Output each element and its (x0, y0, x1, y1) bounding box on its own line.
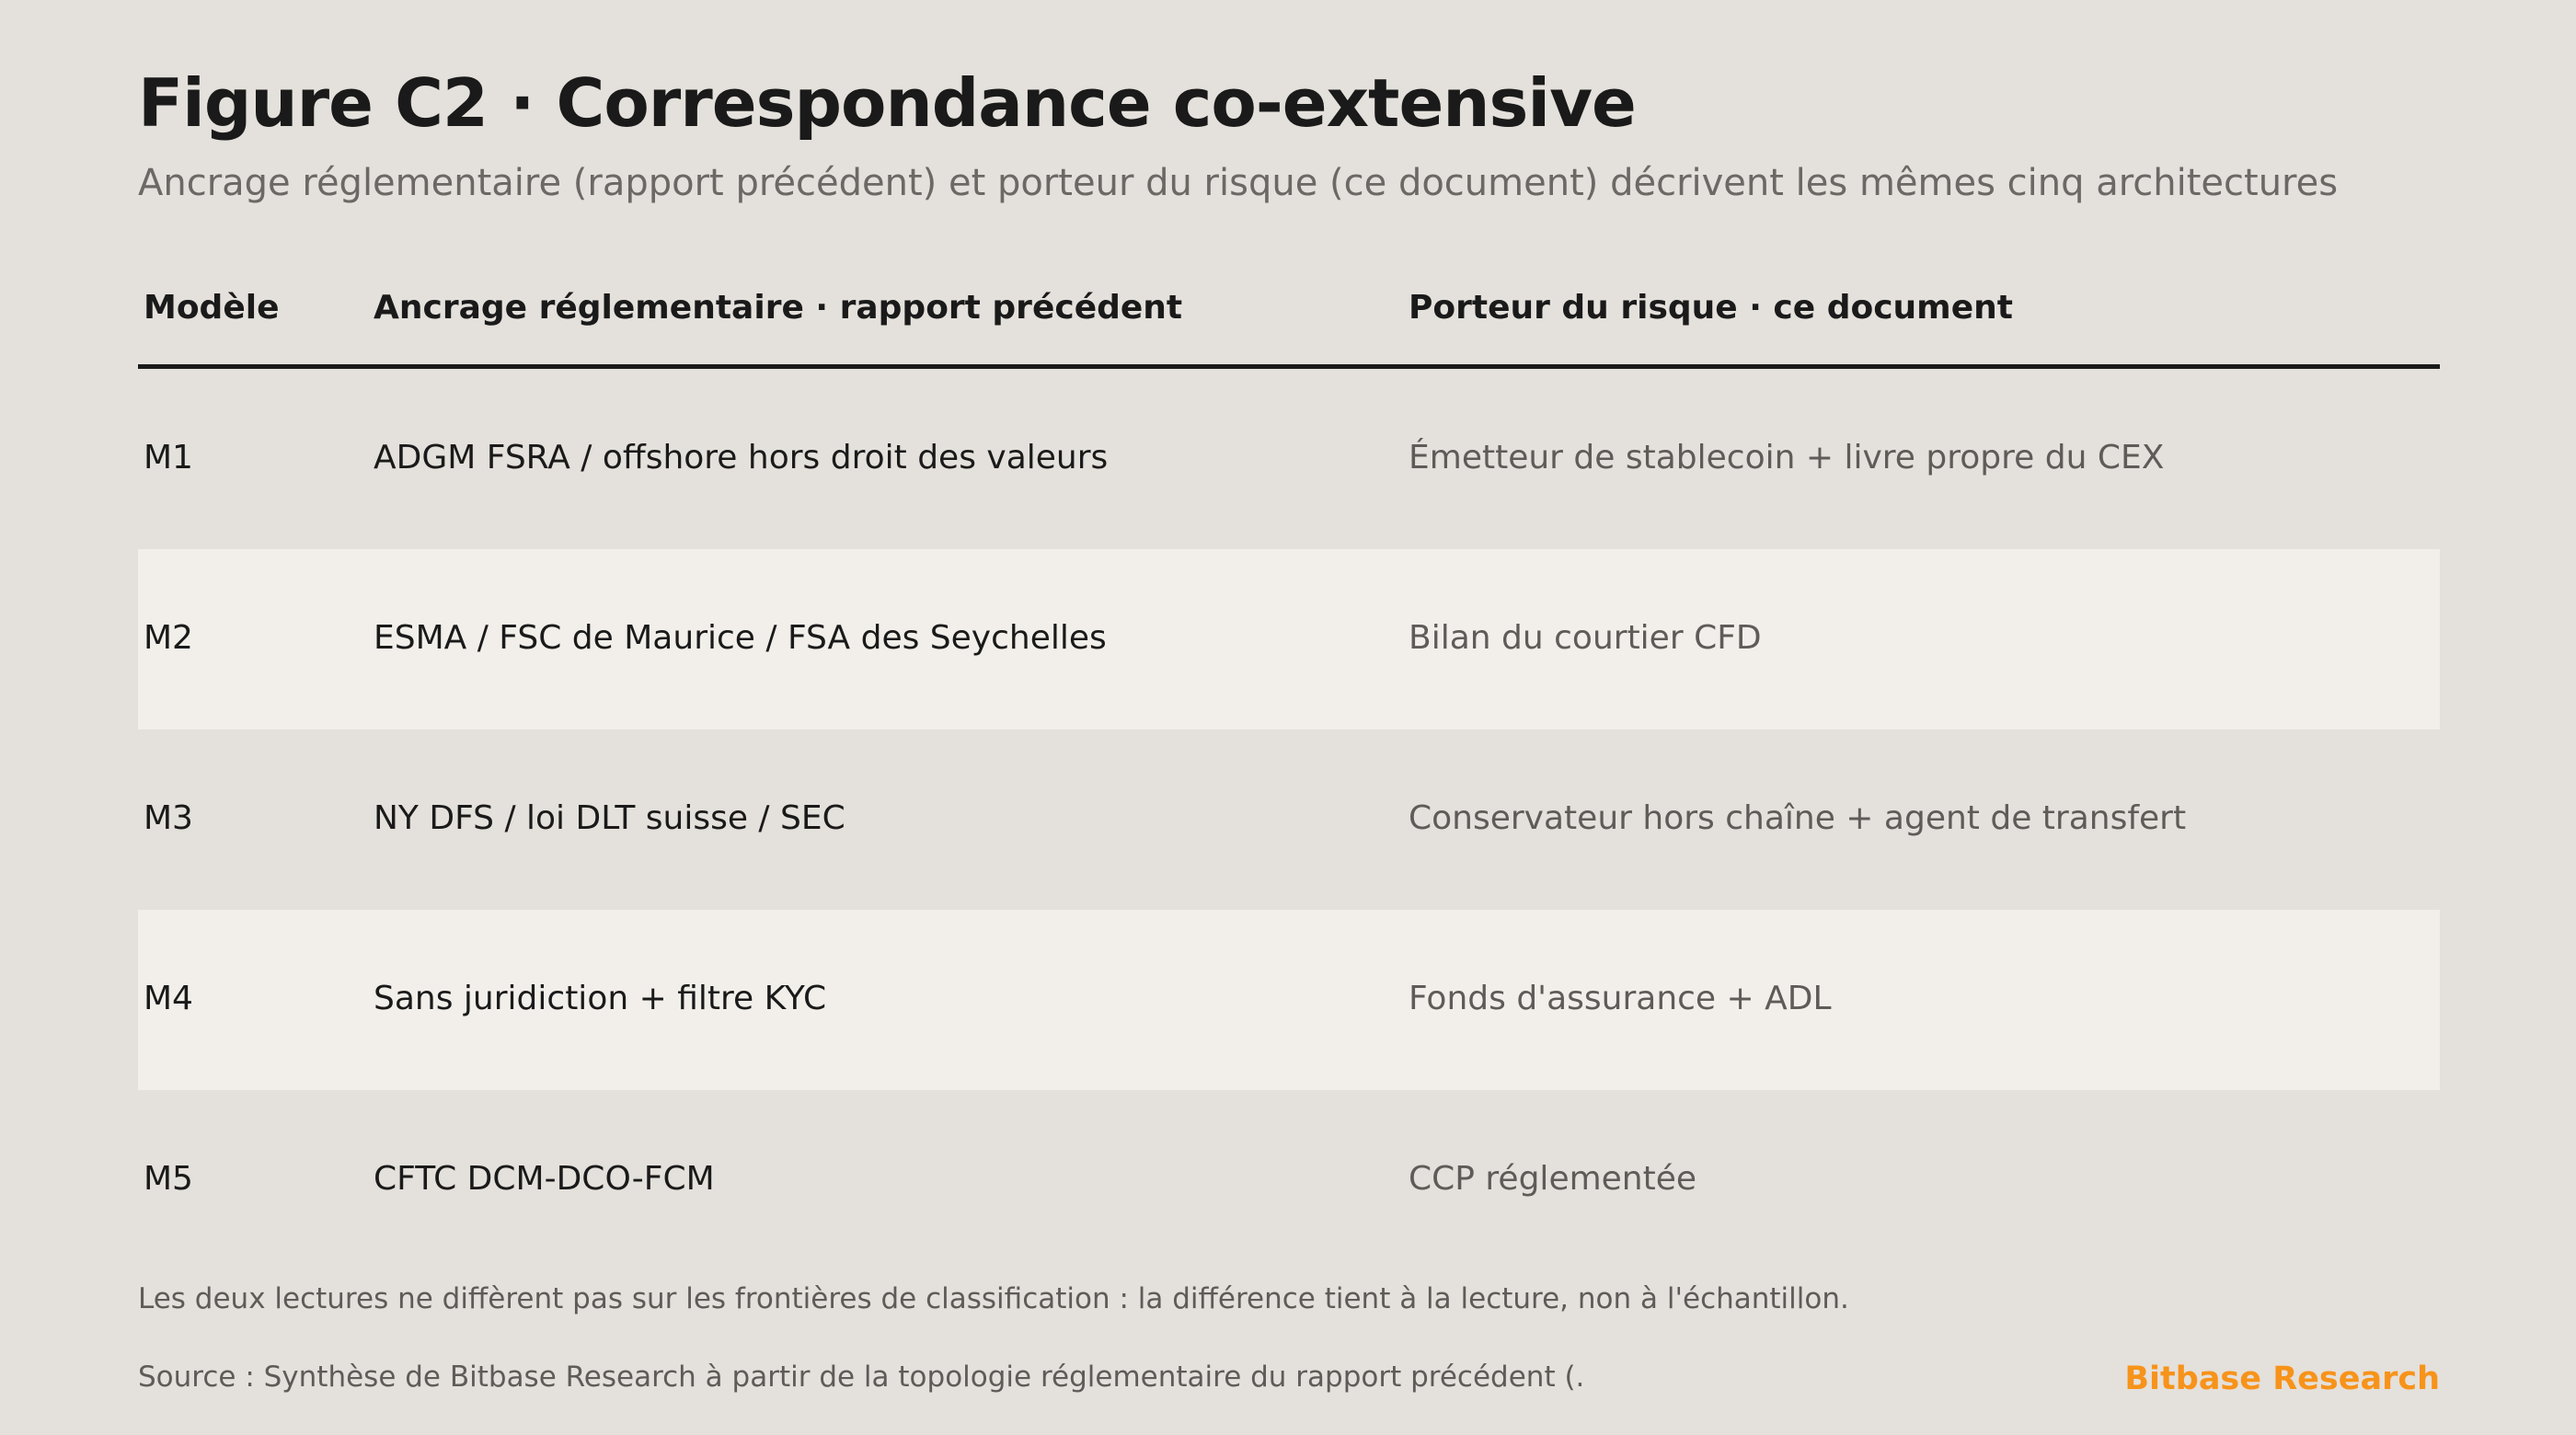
cell-anchor: ESMA / FSC de Maurice / FSA des Seychelles (374, 619, 1107, 657)
column-header-anchor: Ancrage réglementaire · rapport précédent (374, 289, 1183, 327)
table-row (138, 369, 2440, 549)
brand-label: Bitbase Research (2124, 1360, 2440, 1397)
cell-model: M1 (144, 439, 193, 476)
cell-risk: CCP réglementée (1409, 1160, 1697, 1198)
table-row (138, 910, 2440, 1090)
cell-model: M4 (144, 980, 193, 1017)
cell-risk: Fonds d'assurance + ADL (1409, 980, 1832, 1017)
table-row (138, 729, 2440, 910)
figure-title: Figure C2 · Correspondance co-extensive (138, 64, 1636, 142)
table-row (138, 1090, 2440, 1270)
cell-anchor: NY DFS / loi DLT suisse / SEC (374, 799, 845, 837)
cell-anchor: Sans juridiction + filtre KYC (374, 980, 827, 1017)
table-header (138, 269, 2440, 369)
cell-risk: Émetteur de stablecoin + livre propre du CEX (1409, 439, 2165, 476)
cell-risk: Conservateur hors chaîne + agent de transfert (1409, 799, 2187, 837)
cell-model: M3 (144, 799, 193, 837)
figure-subtitle: Ancrage réglementaire (rapport précédent) et porteur du risque (ce document) décrivent les mêmes cinq architectures (138, 162, 2339, 204)
cell-anchor: ADGM FSRA / offshore hors droit des valeurs (374, 439, 1109, 476)
column-header-model: Modèle (144, 289, 280, 327)
cell-risk: Bilan du courtier CFD (1409, 619, 1762, 657)
cell-anchor: CFTC DCM-DCO-FCM (374, 1160, 715, 1198)
cell-model: M5 (144, 1160, 193, 1198)
cell-model: M2 (144, 619, 193, 657)
figure-page (138, 0, 2440, 1435)
column-header-risk: Porteur du risque · ce document (1409, 289, 2013, 327)
source-line: Source : Synthèse de Bitbase Research à partir de la topologie réglementaire du rapport précédent (. (138, 1360, 1585, 1394)
table-row (138, 549, 2440, 729)
correspondence-table (138, 269, 2440, 1270)
footnote: Les deux lectures ne diffèrent pas sur les frontières de classification : la différence tient à la lecture, non à l'échantillon. (138, 1282, 1849, 1315)
